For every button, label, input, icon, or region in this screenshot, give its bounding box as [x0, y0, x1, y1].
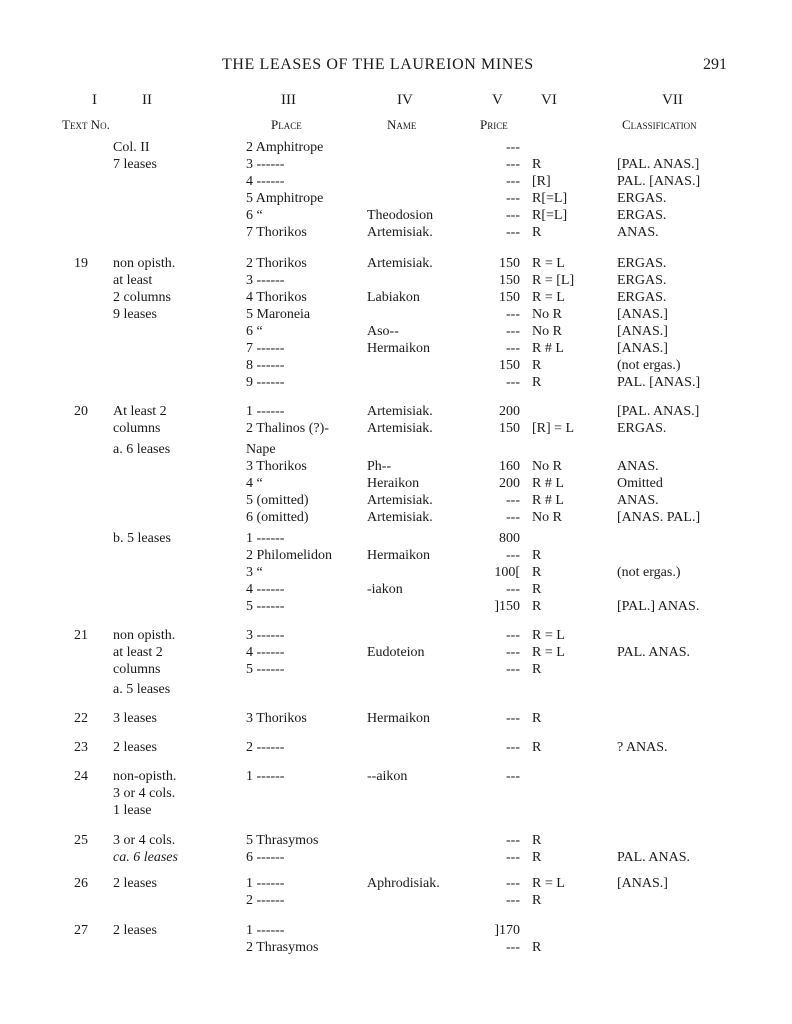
- cell-text: 20: [74, 404, 88, 419]
- table-row: [0, 509, 792, 526]
- cell-vi: R: [532, 940, 542, 955]
- cell-vi: No R: [532, 459, 562, 474]
- cell-place: 5 Maroneia: [246, 307, 311, 322]
- cell-price: ---: [506, 645, 520, 660]
- cell-vii: ERGAS.: [617, 208, 667, 223]
- cell-vi: R: [532, 358, 542, 373]
- cell-vii: [ANAS.]: [617, 324, 668, 339]
- cell-name: Artemisiak.: [367, 421, 433, 436]
- cell-name: Artemisiak.: [367, 510, 433, 525]
- cell-vi: [R]: [532, 174, 551, 189]
- cell-place: 9 ------: [246, 375, 285, 390]
- cell-place: 4 ------: [246, 174, 285, 189]
- cell-place: 1 ------: [246, 769, 285, 784]
- cell-vi: R[=L]: [532, 208, 568, 223]
- cell-vii: ERGAS.: [617, 191, 667, 206]
- cell-text: 22: [74, 711, 88, 726]
- cell-vii: [PAL. ANAS.]: [617, 404, 700, 419]
- cell-text: 21: [74, 628, 88, 643]
- cell-price: ]170: [494, 923, 520, 938]
- cell-desc: At least 2: [113, 404, 167, 419]
- cell-vii: [ANAS.]: [617, 876, 668, 891]
- cell-desc: a. 6 leases: [113, 442, 171, 457]
- column-numeral-vii: VII: [662, 92, 683, 108]
- cell-place: Nape: [246, 442, 276, 457]
- table-row: [0, 173, 792, 190]
- cell-price: ---: [506, 493, 520, 508]
- cell-name: Hermaikon: [367, 548, 430, 563]
- cell-desc: columns: [113, 421, 161, 436]
- cell-price: 150: [499, 273, 520, 288]
- cell-price: ---: [506, 833, 520, 848]
- cell-place: 6 “: [246, 324, 263, 339]
- cell-name: Ph--: [367, 459, 392, 474]
- cell-price: ---: [506, 740, 520, 755]
- cell-place: 5 (omitted): [246, 493, 309, 508]
- cell-place: 4 ------: [246, 645, 285, 660]
- cell-vi: R: [532, 548, 542, 563]
- cell-name: Artemisiak.: [367, 404, 433, 419]
- cell-price: ---: [506, 628, 520, 643]
- cell-vi: R[=L]: [532, 191, 568, 206]
- cell-place: 2 ------: [246, 740, 285, 755]
- cell-price: ]150: [494, 599, 520, 614]
- cell-place: 5 Thrasymos: [246, 833, 319, 848]
- table-row: [0, 875, 792, 892]
- cell-vii: PAL. ANAS.: [617, 645, 691, 660]
- cell-price: ---: [506, 208, 520, 223]
- cell-name: Artemisiak.: [367, 493, 433, 508]
- table-row: [0, 564, 792, 581]
- cell-desc: 3 or 4 cols.: [113, 786, 176, 801]
- cell-vi: R # L: [532, 493, 564, 508]
- table-row: [0, 475, 792, 492]
- cell-vii: PAL. [ANAS.]: [617, 174, 701, 189]
- cell-price: 150: [499, 290, 520, 305]
- cell-place: 7 ------: [246, 341, 285, 356]
- cell-vi: R = L: [532, 256, 565, 271]
- cell-desc: non opisth.: [113, 628, 176, 643]
- cell-place: 3 “: [246, 565, 263, 580]
- column-numeral-iii: III: [281, 92, 296, 108]
- cell-desc: 2 leases: [113, 923, 157, 938]
- cell-vi: R = L: [532, 876, 565, 891]
- cell-vi: R: [532, 711, 542, 726]
- cell-place: 2 Thalinos (?)-: [246, 421, 329, 436]
- cell-vi: No R: [532, 307, 562, 322]
- table-row: [0, 939, 792, 956]
- column-numeral-v: V: [492, 92, 503, 108]
- cell-vi: No R: [532, 510, 562, 525]
- table-row: [0, 403, 792, 420]
- table-row: [0, 661, 792, 678]
- cell-price: 160: [499, 459, 520, 474]
- cell-vi: R # L: [532, 341, 564, 356]
- cell-place: 2 Thrasymos: [246, 940, 319, 955]
- cell-vi: R = [L]: [532, 273, 575, 288]
- column-numeral-ii: II: [142, 92, 152, 108]
- cell-price: 200: [499, 476, 520, 491]
- cell-vi: No R: [532, 324, 562, 339]
- column-label-price: Price: [480, 117, 508, 132]
- cell-vii: ERGAS.: [617, 256, 667, 271]
- cell-vi: R: [532, 833, 542, 848]
- cell-vii: Omitted: [617, 476, 663, 491]
- cell-price: ---: [506, 548, 520, 563]
- cell-desc: 9 leases: [113, 307, 157, 322]
- cell-vii: ERGAS.: [617, 290, 667, 305]
- cell-text: 19: [74, 256, 88, 271]
- cell-price: 200: [499, 404, 520, 419]
- cell-name: --aikon: [367, 769, 408, 784]
- cell-price: ---: [506, 876, 520, 891]
- cell-place: 8 ------: [246, 358, 285, 373]
- cell-place: 2 Thorikos: [246, 256, 307, 271]
- cell-text: 27: [74, 923, 88, 938]
- cell-price: ---: [506, 225, 520, 240]
- cell-vii: (not ergas.): [617, 358, 681, 373]
- cell-price: ---: [506, 324, 520, 339]
- cell-desc: 3 leases: [113, 711, 157, 726]
- cell-vii: ERGAS.: [617, 273, 667, 288]
- cell-place: 3 ------: [246, 628, 285, 643]
- cell-place: 3 Thorikos: [246, 711, 307, 726]
- cell-place: 2 Amphitrope: [246, 140, 324, 155]
- cell-vii: [PAL.] ANAS.: [617, 599, 700, 614]
- table-row: [0, 849, 792, 866]
- cell-place: 4 ------: [246, 582, 285, 597]
- cell-desc: columns: [113, 662, 161, 677]
- cell-desc: non opisth.: [113, 256, 176, 271]
- cell-text: 24: [74, 769, 88, 784]
- cell-vii: ANAS.: [617, 459, 659, 474]
- table-row: [0, 768, 792, 785]
- cell-price: ---: [506, 850, 520, 865]
- table-row: [0, 306, 792, 323]
- cell-vi: R = L: [532, 645, 565, 660]
- cell-name: Theodosion: [367, 208, 434, 223]
- table-row: [0, 255, 792, 272]
- cell-place: 7 Thorikos: [246, 225, 307, 240]
- cell-text: 25: [74, 833, 88, 848]
- column-label-place: Place: [271, 117, 302, 132]
- table-row: [0, 547, 792, 564]
- table-row: [0, 627, 792, 644]
- cell-price: ---: [506, 582, 520, 597]
- table-row: [0, 530, 792, 547]
- cell-vii: ANAS.: [617, 493, 659, 508]
- cell-price: ---: [506, 510, 520, 525]
- table-row: [0, 892, 792, 909]
- cell-vii: ERGAS.: [617, 421, 667, 436]
- cell-price: 150: [499, 358, 520, 373]
- table-row: [0, 340, 792, 357]
- cell-text: 26: [74, 876, 88, 891]
- cell-price: ---: [506, 191, 520, 206]
- cell-name: Labiakon: [367, 290, 420, 305]
- cell-vi: R: [532, 599, 542, 614]
- cell-name: Heraikon: [367, 476, 420, 491]
- cell-name: Hermaikon: [367, 711, 430, 726]
- cell-place: 1 ------: [246, 923, 285, 938]
- column-numeral-vi: VI: [541, 92, 557, 108]
- table-row: [0, 832, 792, 849]
- cell-vi: [R] = L: [532, 421, 575, 436]
- column-label-classification: Classification: [622, 117, 697, 132]
- table-row: [0, 289, 792, 306]
- cell-vi: R: [532, 582, 542, 597]
- table-row: [0, 323, 792, 340]
- table-row: [0, 681, 792, 698]
- cell-desc: 3 or 4 cols.: [113, 833, 176, 848]
- table-row: [0, 581, 792, 598]
- cell-name: -iakon: [367, 582, 403, 597]
- cell-vii: PAL. [ANAS.]: [617, 375, 701, 390]
- cell-place: 3 ------: [246, 157, 285, 172]
- table-row: [0, 458, 792, 475]
- table-row: [0, 224, 792, 241]
- cell-vi: R = L: [532, 290, 565, 305]
- table-row: [0, 374, 792, 391]
- cell-desc: non-opisth.: [113, 769, 177, 784]
- cell-price: ---: [506, 140, 520, 155]
- cell-desc: a. 5 leases: [113, 682, 171, 697]
- cell-desc: ca. 6 leases: [113, 850, 178, 865]
- cell-vi: R: [532, 375, 542, 390]
- cell-place: 2 Philomelidon: [246, 548, 332, 563]
- cell-place: 3 Thorikos: [246, 459, 307, 474]
- cell-desc: 1 lease: [113, 803, 152, 818]
- cell-vi: R: [532, 662, 542, 677]
- cell-vii: (not ergas.): [617, 565, 681, 580]
- cell-desc: 2 leases: [113, 876, 157, 891]
- cell-vii: [ANAS.]: [617, 341, 668, 356]
- column-label-text-no: Text No.: [62, 117, 110, 132]
- cell-price: ---: [506, 375, 520, 390]
- cell-name: Artemisiak.: [367, 225, 433, 240]
- cell-price: 150: [499, 256, 520, 271]
- column-numeral-iv: IV: [397, 92, 413, 108]
- cell-place: 4 Thorikos: [246, 290, 307, 305]
- cell-price: ---: [506, 157, 520, 172]
- cell-desc: b. 5 leases: [113, 531, 171, 546]
- table-row: [0, 710, 792, 727]
- cell-vi: R: [532, 740, 542, 755]
- table-row: [0, 802, 792, 819]
- cell-price: ---: [506, 940, 520, 955]
- cell-price: ---: [506, 711, 520, 726]
- cell-place: 5 ------: [246, 662, 285, 677]
- cell-price: 150: [499, 421, 520, 436]
- table-row: [0, 644, 792, 661]
- cell-vii: ANAS.: [617, 225, 659, 240]
- table-row: [0, 492, 792, 509]
- cell-vii: [PAL. ANAS.]: [617, 157, 700, 172]
- cell-vii: [ANAS.]: [617, 307, 668, 322]
- cell-place: 2 ------: [246, 893, 285, 908]
- cell-place: 6 ------: [246, 850, 285, 865]
- cell-desc: 7 leases: [113, 157, 157, 172]
- cell-place: 5 ------: [246, 599, 285, 614]
- column-numeral-i: I: [92, 92, 97, 108]
- cell-place: 1 ------: [246, 876, 285, 891]
- cell-place: 1 ------: [246, 531, 285, 546]
- column-label-name: Name: [387, 117, 417, 132]
- cell-place: 5 Amphitrope: [246, 191, 324, 206]
- cell-price: ---: [506, 174, 520, 189]
- cell-desc: Col. II: [113, 140, 150, 155]
- table-row: [0, 139, 792, 156]
- cell-vi: R: [532, 565, 542, 580]
- cell-text: 23: [74, 740, 88, 755]
- cell-vi: R = L: [532, 628, 565, 643]
- cell-name: Eudoteion: [367, 645, 425, 660]
- cell-desc: 2 leases: [113, 740, 157, 755]
- table-row: [0, 357, 792, 374]
- cell-vi: R: [532, 225, 542, 240]
- cell-name: Aso--: [367, 324, 399, 339]
- cell-price: ---: [506, 893, 520, 908]
- cell-place: 4 “: [246, 476, 263, 491]
- cell-name: Artemisiak.: [367, 256, 433, 271]
- cell-price: ---: [506, 769, 520, 784]
- table-row: [0, 785, 792, 802]
- table-row: [0, 272, 792, 289]
- cell-desc: at least 2: [113, 645, 163, 660]
- cell-price: 800: [499, 531, 520, 546]
- cell-desc: 2 columns: [113, 290, 171, 305]
- cell-place: 6 “: [246, 208, 263, 223]
- table-row: [0, 441, 792, 458]
- cell-vii: ? ANAS.: [617, 740, 668, 755]
- cell-price: ---: [506, 662, 520, 677]
- cell-price: ---: [506, 341, 520, 356]
- table-row: [0, 420, 792, 437]
- cell-vi: R # L: [532, 476, 564, 491]
- table-row: [0, 598, 792, 615]
- page-header: [0, 56, 792, 78]
- table-row: [0, 922, 792, 939]
- cell-price: 100[: [494, 565, 520, 580]
- running-title: THE LEASES OF THE LAUREION MINES: [222, 56, 534, 73]
- cell-vi: R: [532, 893, 542, 908]
- cell-name: Hermaikon: [367, 341, 430, 356]
- table-row: [0, 190, 792, 207]
- cell-place: 1 ------: [246, 404, 285, 419]
- cell-vi: R: [532, 157, 542, 172]
- cell-desc: at least: [113, 273, 153, 288]
- cell-place: 6 (omitted): [246, 510, 309, 525]
- cell-vi: R: [532, 850, 542, 865]
- cell-place: 3 ------: [246, 273, 285, 288]
- page-number: 291: [703, 56, 727, 73]
- cell-price: ---: [506, 307, 520, 322]
- cell-name: Aphrodisiak.: [367, 876, 440, 891]
- cell-vii: PAL. ANAS.: [617, 850, 691, 865]
- table-row: [0, 207, 792, 224]
- cell-vii: [ANAS. PAL.]: [617, 510, 701, 525]
- table-row: [0, 156, 792, 173]
- table-row: [0, 739, 792, 756]
